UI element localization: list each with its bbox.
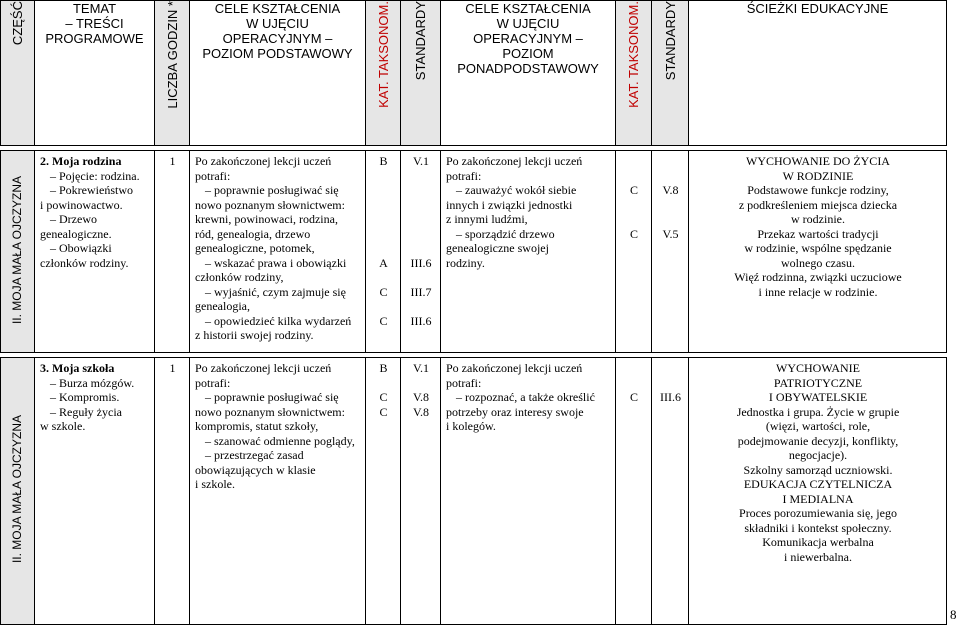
table-row [1,358,947,625]
header-sciezki: ŚCIEŻKI EDUKACYJNE [689,1,947,146]
header-standardy-2: STANDARDY [652,1,689,146]
advanced-goal-line: potrzeby oraz interesy swoje [446,404,584,419]
header-kat-taksonom-1: KAT. TAKSONOM. [366,1,401,146]
standard-value: V.8 [662,183,679,197]
standard-value: III.6 [410,313,432,328]
taxonomy-value: C [379,404,388,419]
standard-value [657,169,684,184]
taxonomy-value: C [629,183,638,197]
basic-goal-line: genealogiczne, potomek, [195,241,315,255]
basic-goal-line: – opowiedzieć kilka wydarzeń [205,313,352,328]
hours-cell: 1 [155,151,190,353]
taxonomy-cell-2 [616,151,652,353]
standard-value [406,241,436,256]
taxonomy-value [371,241,396,256]
advanced-goals-cell [441,358,616,625]
basic-goal-line: – poprawnie posługiwać się [205,390,339,404]
topic-line: – Reguły życia [50,404,122,419]
standard-value: V.8 [412,390,430,404]
taxonomy-value: B [379,154,388,168]
section-label: II. MOJA MAŁA OJCZYZNA [1,151,35,353]
taxonomy-value [621,154,647,169]
header-row [1,1,947,146]
basic-goal-line: członków rodziny, [195,270,284,284]
taxonomy-value [621,361,647,376]
topic-line: członków rodziny. [40,255,129,270]
topic-line: – Kompromis. [50,390,120,404]
taxonomy-value [621,376,647,391]
header-standardy-1: STANDARDY [401,1,441,146]
advanced-goal-line: z innymi ludźmi, [446,212,528,226]
standard-value: III.6 [660,390,681,404]
paths-cell [689,151,947,353]
standard-value [406,299,436,314]
basic-goals-cell [190,358,366,625]
topic-cell: 2. Moja rodzina – Pojęcie: rodzina. – Pokrewieństwo i powinowactwo. – Drzewo genealogiczne. – Obowiązki członków rodziny. [35,151,155,353]
standard-value [406,183,436,198]
header-temat: TEMAT – TREŚCI PROGRAMOWE [35,1,155,146]
path-line: składniki i kontekst społeczny. [744,520,892,535]
taxonomy-cell-1 [366,358,401,625]
header-cele-ponadpodstawowy: CELE KSZTAŁCENIA W UJĘCIU OPERACYJNYM – POZIOM PONADPODSTAWOWY [441,1,616,146]
standard-value [657,154,684,169]
path-line: w rodzinie, wspólne spędzanie [744,241,892,255]
topic-cell: 3. Moja szkoła – Burza mózgów. – Kompromis. – Reguły życia w szkole. [35,358,155,625]
taxonomy-value: C [379,313,388,328]
path-line: Podstawowe funkcje rodziny, [747,183,889,197]
topic-line: i powinowactwo. [40,197,123,212]
standard-value [406,212,436,227]
header-cele-podstawowy: CELE KSZTAŁCENIA W UJĘCIU OPERACYJNYM – POZIOM PODSTAWOWY [190,1,366,146]
taxonomy-value: C [379,390,388,404]
table-row [1,151,947,353]
taxonomy-value [371,169,396,184]
taxonomy-value [371,212,396,227]
standards-cell-2 [652,358,689,625]
path-line: z podkreśleniem miejsca dziecka [738,197,898,212]
standard-value [406,169,436,184]
standard-value [406,270,436,285]
basic-goal-line: nowo poznanym słownictwem: [195,404,345,419]
taxonomy-value: B [379,361,388,375]
taxonomy-value [621,212,647,227]
basic-goal-line: potrafi: [195,168,231,183]
taxonomy-value [621,198,647,213]
topic-line: w szkole. [40,419,86,433]
path-line: w rodzinie. [791,212,845,226]
path-line: Szkolny samorząd uczniowski. [743,462,893,477]
path-line: Proces porozumiewania się, jego [739,506,897,520]
standards-cell-2 [652,151,689,353]
basic-goal-line: obowiązujących w klasie [195,462,316,477]
basic-goal-line: Po zakończonej lekcji uczeń [195,154,332,168]
taxonomy-value: C [379,284,388,299]
standards-cell-1 [401,358,441,625]
path-line: W RODZINIE [782,168,854,183]
standard-value: V.8 [412,404,430,419]
advanced-goal-line: genealogiczne swojej [446,241,549,255]
header-liczba-godzin: LICZBA GODZIN * [155,1,190,146]
advanced-goal-line: potrafi: [446,375,482,390]
path-line: WYCHOWANIE DO ŻYCIA [746,154,890,168]
paths-cell [689,358,947,625]
standard-value: V.1 [412,154,430,168]
taxonomy-cell-2 [616,358,652,625]
basic-goal-line: – poprawnie posługiwać się [205,183,339,197]
basic-goal-line: genealogia, [195,299,250,313]
path-line: Komunikacja werbalna [762,535,874,549]
path-line: negocjacje). [788,448,848,462]
taxonomy-value: C [629,226,638,241]
taxonomy-value [371,198,396,213]
topic-line: – Burza mózgów. [50,375,135,390]
standard-value: III.6 [410,255,432,270]
path-line: i inne relacje w rodzinie. [758,284,878,299]
taxonomy-value: C [629,390,638,404]
taxonomy-value: A [379,255,388,270]
basic-goal-line: – szanować odmienne poglądy, [205,433,355,448]
path-line: podejmowanie decyzji, konflikty, [737,433,899,448]
basic-goal-line: ród, genealogia, drzewo [195,226,311,241]
header-czesc: CZĘŚĆ [1,1,35,146]
topic-line: genealogiczne. [40,226,112,241]
standard-value [657,361,684,376]
basic-goal-line: z historii swojej rodziny. [195,328,314,342]
basic-goals-cell [190,151,366,353]
taxonomy-cell-1 [366,151,401,353]
taxonomy-value [371,227,396,242]
standard-value [657,198,684,213]
advanced-goal-line: Po zakończonej lekcji uczeń [446,154,583,168]
standard-value [406,198,436,213]
path-line: WYCHOWANIE [776,361,860,375]
standard-value [657,212,684,227]
advanced-goal-line: – sporządzić drzewo [456,226,555,241]
advanced-goal-line: – zauważyć wokół siebie [456,183,577,197]
standard-value [657,376,684,391]
basic-goal-line: – wskazać prawa i obowiązki [205,255,347,270]
page-number: 8 [950,607,957,622]
taxonomy-value [371,270,396,285]
basic-goal-line: Po zakończonej lekcji uczeń [195,361,332,375]
advanced-goal-line: potrafi: [446,168,482,183]
path-line: I MEDIALNA [782,491,854,506]
taxonomy-value [371,299,396,314]
basic-goal-line: – przestrzegać zasad [205,448,304,462]
topic-line: – Pokrewieństwo [50,183,133,197]
path-line: wolnego czasu. [781,255,855,270]
advanced-goal-line: – rozpoznać, a także określić [456,390,595,404]
standard-value: III.7 [410,284,432,299]
path-line: I OBYWATELSKIE [768,390,868,404]
advanced-goal-line: Po zakończonej lekcji uczeń [446,361,583,375]
taxonomy-value [371,183,396,198]
standard-value [406,227,436,242]
taxonomy-value [371,376,396,391]
hours-cell: 1 [155,358,190,625]
advanced-goal-line: rodziny. [446,255,485,270]
section-label: II. MOJA MAŁA OJCZYZNA [1,358,35,625]
standard-value [406,376,436,391]
basic-goal-line: kompromis, statut szkoły, [195,419,319,433]
topic-line: – Pojęcie: rodzina. [50,168,140,183]
path-line: Jednostka i grupa. Życie w grupie [736,404,900,419]
standards-cell-1 [401,151,441,353]
path-line: PATRIOTYCZNE [773,375,863,390]
path-line: i niewerbalna. [784,549,852,564]
advanced-goal-line: innych i związki jednostki [446,197,573,212]
advanced-goal-line: i kolegów. [446,419,496,433]
advanced-goals-cell [441,151,616,353]
basic-goal-line: nowo poznanym słownictwem: [195,197,345,212]
path-line: EDUKACJA CZYTELNICZA [743,477,893,491]
standard-value: V.5 [662,226,679,241]
header-kat-taksonom-2: KAT. TAKSONOM. [616,1,652,146]
path-line: Przekaz wartości tradycji [757,226,879,241]
basic-goal-line: krewni, powinowaci, rodzina, [195,212,338,226]
basic-goal-line: potrafi: [195,375,231,390]
standard-value: V.1 [412,361,430,375]
path-line: Więź rodzinna, związki uczuciowe [734,270,902,284]
taxonomy-value [621,169,647,184]
basic-goal-line: i szkole. [195,477,235,491]
path-line: (więzi, wartości, role, [765,419,871,433]
topic-line: – Drzewo [50,212,97,226]
topic-line: – Obowiązki [50,241,112,255]
basic-goal-line: – wyjaśnić, czym zajmuje się [205,284,346,299]
